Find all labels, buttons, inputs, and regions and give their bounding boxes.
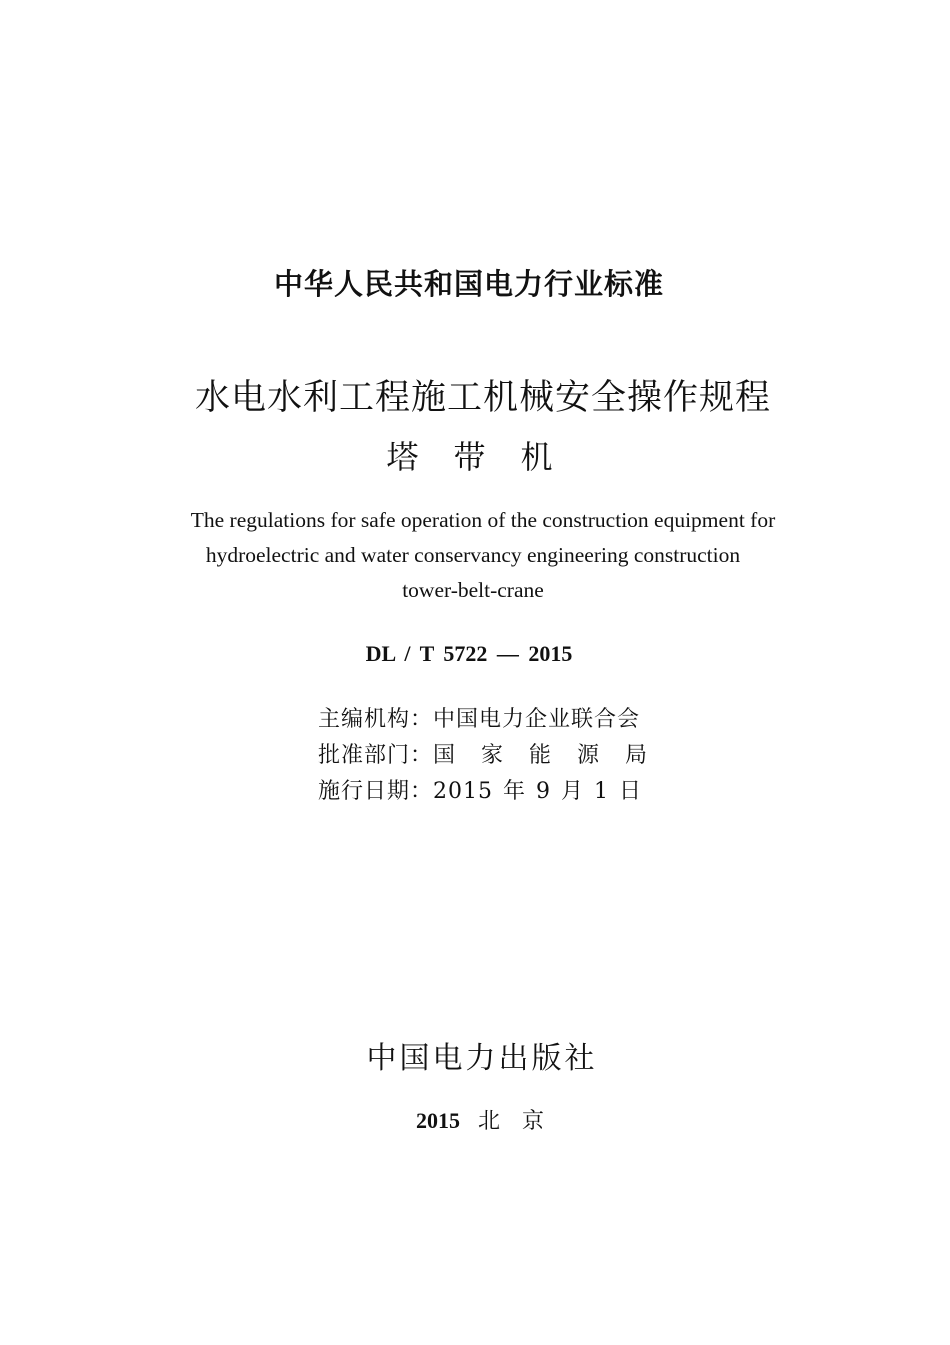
city-char: 京 <box>522 1109 545 1134</box>
date-part: 月 <box>561 779 585 804</box>
subtitle-char: 机 <box>520 438 554 476</box>
subtitle-char: 塔 <box>386 438 420 476</box>
city-char: 北 <box>477 1109 500 1134</box>
date-part: 年 <box>503 779 527 804</box>
publication-place <box>5 1104 950 1135</box>
editor-value: 中国电力企业联合会 <box>433 707 641 732</box>
standard-code: DL / T 5722 — 2015 <box>365 641 573 666</box>
effective-date-row <box>318 774 652 805</box>
english-title-line-2: hydroelectric and water conservancy engineering construction <box>205 543 741 567</box>
publisher-name: 中国电力出版社 <box>366 1041 598 1076</box>
approver-row <box>318 738 648 769</box>
date-part: 9 <box>536 779 552 804</box>
approver-value <box>433 743 648 768</box>
publication-city <box>478 1108 544 1134</box>
date-part: 2015 <box>433 779 494 804</box>
approver-char: 源 <box>577 743 601 768</box>
approver-char: 国 <box>433 743 457 768</box>
editor-row <box>318 702 640 733</box>
document-subtitle-cn <box>0 432 945 478</box>
english-title-line-3: tower-belt-crane <box>402 578 544 602</box>
effective-label: 施行日期： <box>318 779 434 804</box>
document-title-cn: 水电水利工程施工机械安全操作规程 <box>194 378 771 418</box>
approver-label: 批准部门： <box>318 743 434 768</box>
editor-label: 主编机构： <box>318 707 434 732</box>
date-part: 1 <box>594 779 610 804</box>
industry-standard-heading: 中华人民共和国电力行业标准 <box>273 267 664 301</box>
effective-date-value <box>433 779 652 804</box>
english-title-line-1: The regulations for safe operation of the construction equipment for <box>190 508 776 532</box>
date-part: 日 <box>619 779 643 804</box>
publication-year: 2015 <box>415 1108 460 1133</box>
subtitle-char: 带 <box>453 438 487 476</box>
approver-char: 家 <box>481 743 505 768</box>
approver-char: 能 <box>529 743 553 768</box>
approver-char: 局 <box>625 743 649 768</box>
